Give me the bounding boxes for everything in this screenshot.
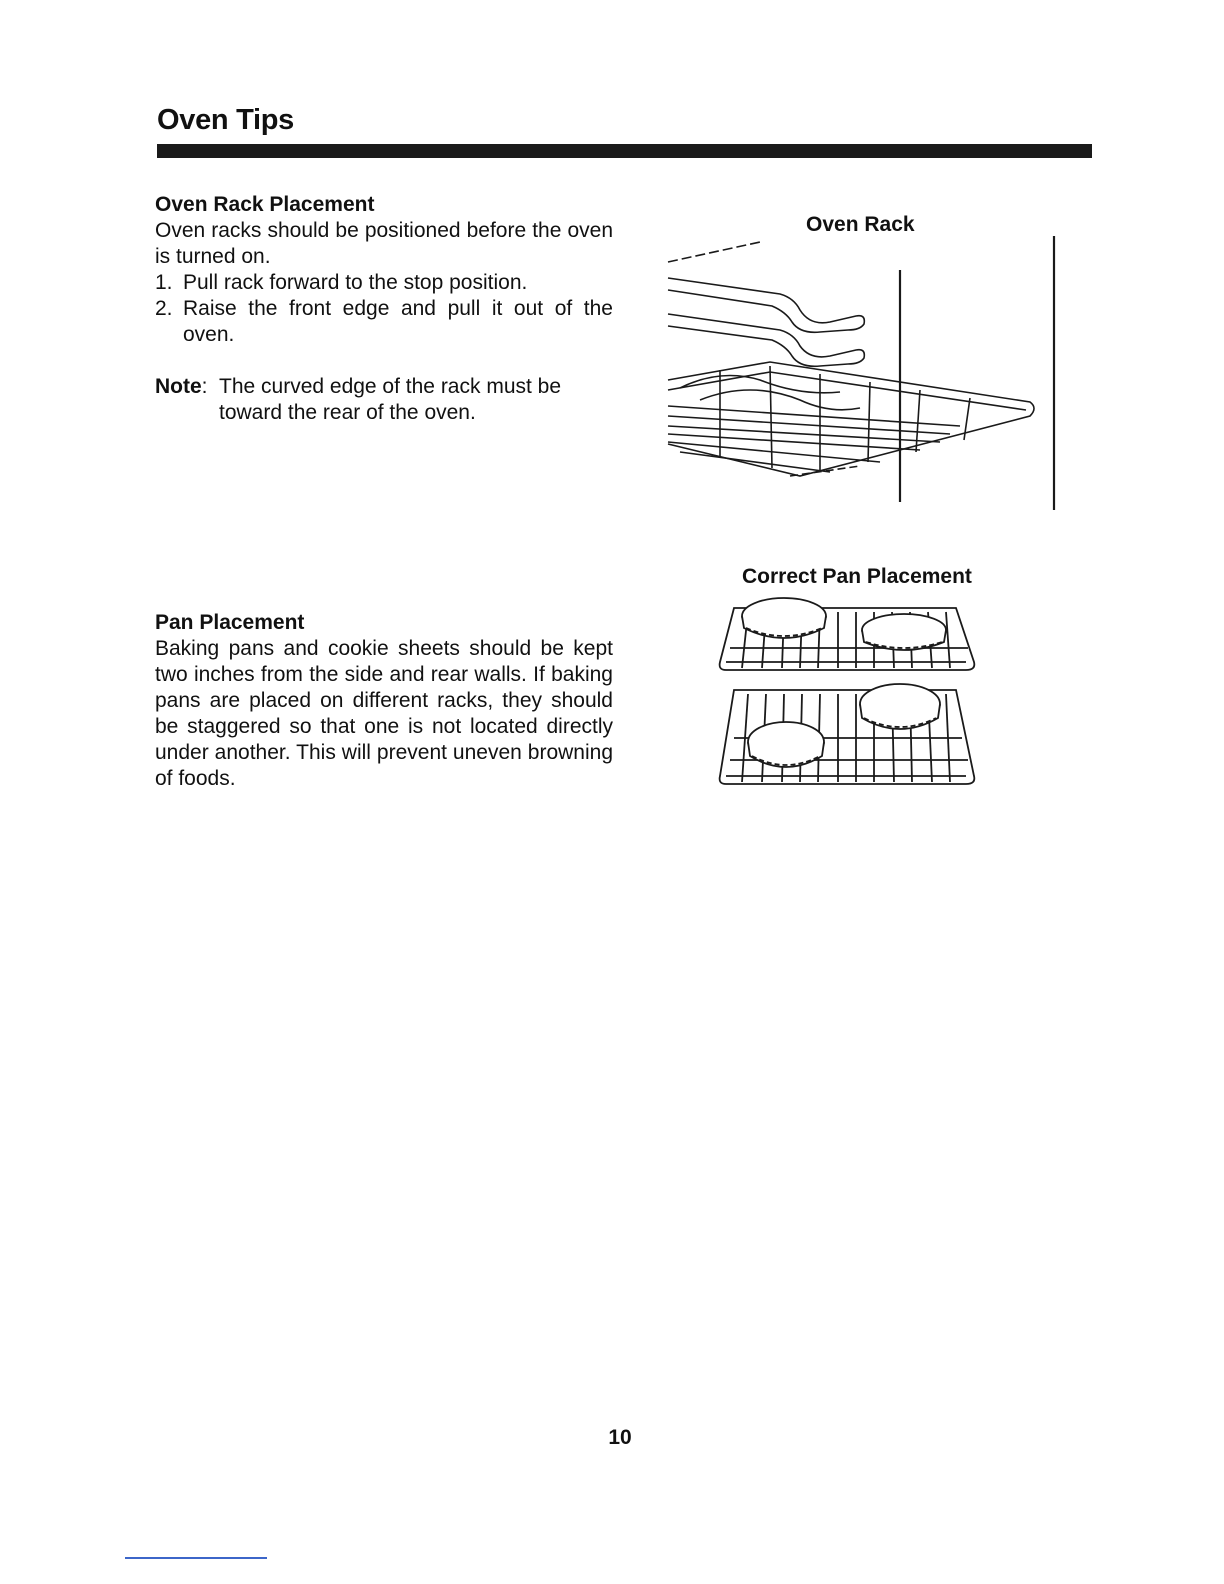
pan-placement-section [155,610,613,792]
pan-placement-caption: Correct Pan Placement [742,565,972,588]
step-text: Raise the front edge and pull it out of the oven. [183,297,613,346]
note-label: Note [155,375,202,398]
page-number: 10 [608,1426,632,1449]
rack-placement-heading: Oven Rack Placement [155,193,375,216]
rack-steps-list [155,270,613,348]
list-item [155,270,613,296]
rack-placement-intro: Oven racks should be positioned before the oven is turned on. [155,219,613,268]
pan-placement-body: Baking pans and cookie sheets should be kept two inches from the side and rear walls. If baking pans are placed on different racks, they should be staggered so that one is not located directly under another. This will prevent uneven browning of foods. [155,637,613,790]
rack-note: Note: The curved edge of the rack must be toward the rear of the oven. [155,375,562,424]
step-number: 1. [155,271,173,294]
note-text: The curved edge of the rack must be toward the rear of the oven. [219,375,562,424]
oven-rack-illustration-icon [660,230,1070,515]
list-item [155,296,613,348]
oven-rack-caption: Oven Rack [806,213,915,236]
pan-placement-heading: Pan Placement [155,611,305,634]
title-rule [157,144,1092,158]
page-title: Oven Tips [157,104,294,136]
footer-rule [125,1557,267,1559]
pan-placement-illustration-icon [712,592,984,800]
rack-placement-section [155,192,613,426]
step-text: Pull rack forward to the stop position. [183,271,528,294]
step-number: 2. [155,297,173,320]
